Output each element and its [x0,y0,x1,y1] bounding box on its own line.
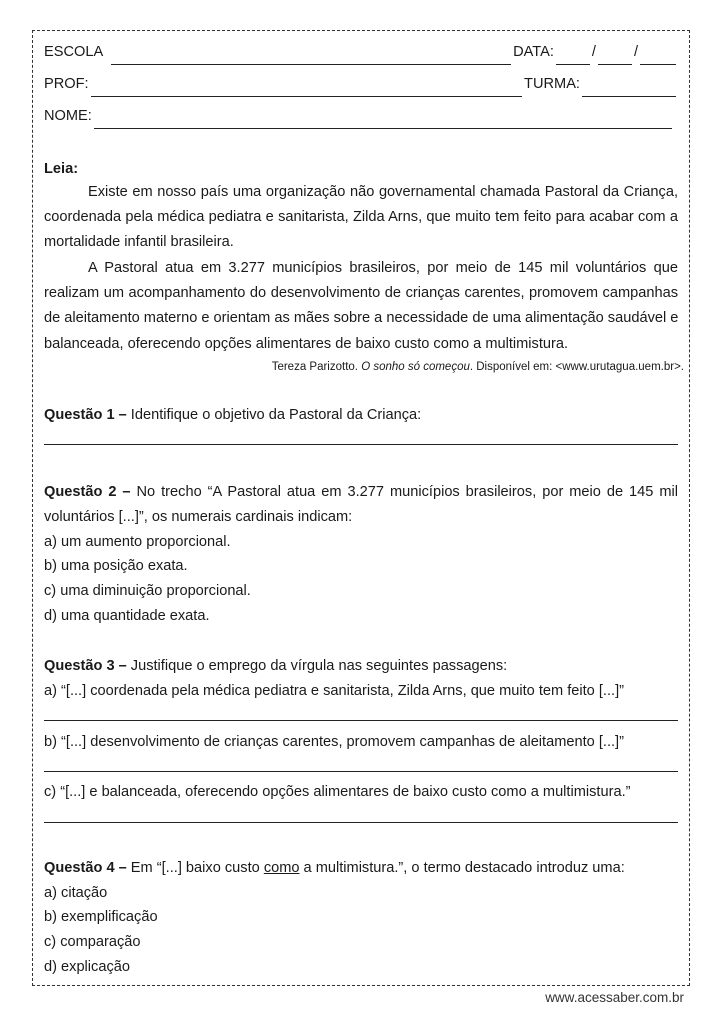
year-field[interactable] [640,50,676,65]
item-c: c) “[...] e balanceada, oferecendo opções alimentares de baixo custo como a multimistura.” [44,784,631,800]
turma-label: TURMA: [524,76,580,92]
answer-line[interactable] [44,771,678,772]
question-2: Questão 2 – No trecho “A Pastoral atua em 3.277 municípios brasileiros, por meio de 145 mil [44,484,678,500]
prof-field[interactable] [91,82,522,97]
day-field[interactable] [556,50,590,65]
nome-label: NOME: [44,108,92,124]
slash: / [591,44,596,60]
slash: / [633,44,638,60]
option-d[interactable]: d) explicação [44,959,130,975]
nome-row [44,104,674,129]
option-c[interactable]: c) comparação [44,934,141,950]
question-2-cont: voluntários [...]”, os numerais cardinais indicam: [44,509,353,525]
answer-line[interactable] [44,444,678,445]
item-b: b) “[...] desenvolvimento de crianças carentes, promovem campanhas de aleitamento [...]” [44,734,624,750]
paragraph-line: balanceada, oferecendo opções alimentares de baixo custo como a multimistura. [44,336,569,352]
paragraph-line: mortalidade infantil brasileira. [44,234,234,250]
question-1: Questão 1 – Identifique o objetivo da Pastoral da Criança: [44,407,422,423]
paragraph-line: Existe em nosso país uma organização não governamental chamada Pastoral da Criança, [88,184,678,200]
paragraph-line: realizam um acompanhamento do desenvolvimento de crianças carentes, promovem campanhas [44,285,678,301]
prof-label: PROF: [44,76,89,92]
question-3: Questão 3 – Justifique o emprego da vírgula nas seguintes passagens: [44,658,508,674]
citation: Tereza Parizotto. O sonho só começou. Disponível em: <www.urutagua.uem.br>. [271,361,684,373]
data-label: DATA: [513,44,554,60]
answer-line[interactable] [44,822,678,823]
nome-field[interactable] [94,114,672,129]
escola-row [44,40,678,65]
question-4: Questão 4 – Em “[...] baixo custo como a multimistura.”, o termo destacado introduz uma: [44,860,625,876]
turma-field[interactable] [582,82,676,97]
escola-field[interactable] [111,50,511,65]
option-d[interactable]: d) uma quantidade exata. [44,608,210,624]
escola-label: ESCOLA [44,44,104,60]
option-b[interactable]: b) exemplificação [44,909,158,925]
reading-title: Leia: [44,161,79,177]
paragraph-line: coordenada pela médica pediatra e sanitarista, Zilda Arns, que muito tem feito para acabar com a [44,209,678,225]
footer-url: www.acessaber.com.br [545,990,684,1005]
paragraph-line: A Pastoral atua em 3.277 municípios brasileiros, por meio de 145 mil voluntários que [88,260,678,276]
option-c[interactable]: c) uma diminuição proporcional. [44,583,251,599]
prof-row [44,72,678,97]
option-a[interactable]: a) um aumento proporcional. [44,534,231,550]
option-b[interactable]: b) uma posição exata. [44,558,188,574]
month-field[interactable] [598,50,632,65]
option-a[interactable]: a) citação [44,885,108,901]
item-a: a) “[...] coordenada pela médica pediatra e sanitarista, Zilda Arns, que muito tem feito [...]” [44,683,624,699]
paragraph-line: de aleitamento materno e orientam as mães sobre a necessidade de uma alimentação saudável e [44,310,679,326]
answer-line[interactable] [44,720,678,721]
